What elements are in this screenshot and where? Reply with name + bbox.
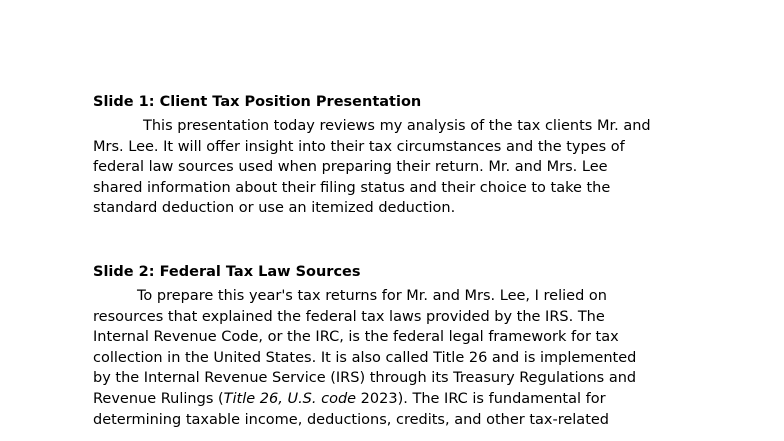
paragraph-line: by the Internal Revenue Service (IRS) through its Treasury Regulations and [93, 370, 637, 387]
slide-1-paragraph [93, 116, 693, 219]
citation-title: Title 26, U.S. code [223, 390, 357, 407]
paragraph-line: determining taxable income, deductions, credits, and other tax-related [93, 411, 610, 428]
document-page [93, 92, 693, 430]
paragraph-line: Internal Revenue Code, or the IRC, is the federal legal framework for tax [93, 329, 619, 346]
paragraph-line: This presentation today reviews my analysis of the tax clients Mr. and [143, 118, 651, 134]
citation-suffix: 2023). The IRC is fundamental for [356, 390, 606, 407]
paragraph-line: collection in the United States. It is also called Title 26 and is implemented [93, 349, 637, 366]
paragraph-line: standard deduction or use an itemized deduction. [93, 200, 456, 217]
paragraph-line-with-citation [93, 389, 693, 410]
paragraph-line: resources that explained the federal tax laws provided by the IRS. The [93, 308, 605, 325]
slide-2-heading: Slide 2: Federal Tax Law Sources [93, 263, 361, 280]
citation-prefix: Revenue Rulings ( [93, 390, 224, 407]
slide-1-heading: Slide 1: Client Tax Position Presentation [93, 94, 422, 110]
paragraph-line: Mrs. Lee. It will offer insight into their tax circumstances and the types of [93, 138, 625, 155]
paragraph-line: federal law sources used when preparing their return. Mr. and Mrs. Lee [93, 159, 608, 176]
paragraph-line: To prepare this year's tax returns for Mr. and Mrs. Lee, I relied on [137, 287, 607, 304]
slide-2-paragraph [93, 286, 693, 430]
paragraph-line: shared information about their filing status and their choice to take the [93, 179, 611, 196]
